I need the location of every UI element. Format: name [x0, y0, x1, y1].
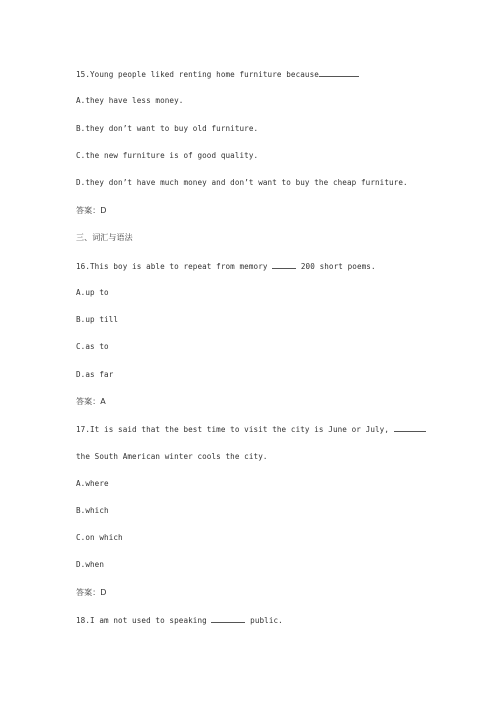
q18-stem-before: 18.I am not used to speaking	[76, 616, 207, 625]
section-title: 三、词汇与语法	[76, 233, 133, 242]
q15-option-a: A.they have less money.	[76, 96, 184, 105]
q17-option-a: A.where	[76, 479, 109, 488]
q18-blank	[211, 615, 245, 623]
q17-option-b: B.which	[76, 506, 109, 515]
q17-answer: 答案：D	[76, 588, 107, 597]
q16-option-a: A.up to	[76, 288, 109, 297]
q16-blank	[272, 261, 296, 269]
q15-stem-text: 15.Young people liked renting home furniture because	[76, 70, 319, 79]
q15-option-c: C.the new furniture is of good quality.	[76, 151, 259, 160]
q16-option-d: D.as far	[76, 370, 114, 379]
q15-stem	[76, 69, 359, 80]
q17-stem-line1	[76, 424, 426, 435]
q15-option-b: B.they don’t want to buy old furniture.	[76, 124, 259, 133]
q16-option-b: B.up till	[76, 315, 119, 324]
q17-stem-line1-text: 17.It is said that the best time to visit the city is June or July,	[76, 425, 390, 434]
q16-answer: 答案：A	[76, 397, 106, 406]
q16-stem-after: 200 short poems.	[300, 262, 376, 271]
q15-blank	[319, 69, 359, 77]
q17-option-c: C.on which	[76, 533, 123, 542]
q17-option-d: D.when	[76, 560, 105, 569]
q16-stem	[76, 261, 376, 272]
q15-answer: 答案：D	[76, 206, 107, 215]
q15-option-d: D.they don’t have much money and don’t want to buy the cheap furniture.	[76, 178, 408, 187]
q18-stem-after: public.	[250, 616, 283, 625]
q17-stem-line2: the South American winter cools the city.	[76, 452, 268, 461]
q16-stem-before: 16.This boy is able to repeat from memory	[76, 262, 268, 271]
q17-blank	[394, 424, 426, 432]
q18-stem	[76, 615, 283, 626]
q16-option-c: C.as to	[76, 342, 109, 351]
